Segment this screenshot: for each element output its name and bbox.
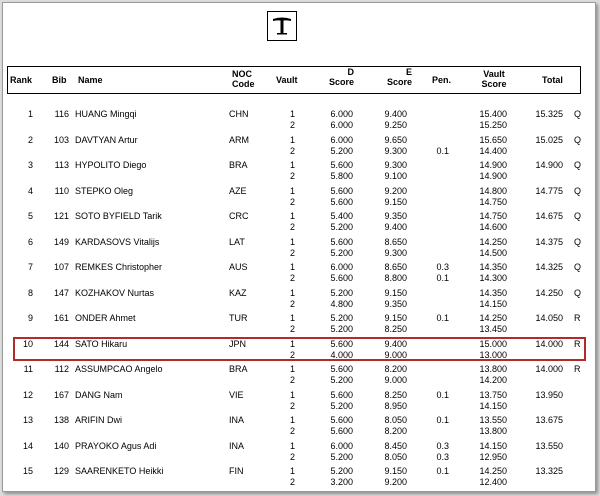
table-row <box>3 211 595 233</box>
table-row <box>3 390 595 412</box>
d-score-2: 5.800 <box>330 171 353 181</box>
d-score-2: 5.600 <box>330 426 353 436</box>
vault-number-2: 2 <box>289 196 295 207</box>
vault-number-1: 1 <box>289 466 295 476</box>
vault-number-1: 1 <box>289 160 295 170</box>
e-score-1: 8.650 <box>384 236 407 247</box>
total-score: 14.375 <box>535 236 563 247</box>
d-score-1: 6.000 <box>330 134 353 145</box>
vault-score-2: 14.400 <box>479 145 507 156</box>
d-score-2: 6.000 <box>330 120 353 130</box>
vault-score-1: 13.750 <box>479 389 507 400</box>
d-score-1: 5.600 <box>330 338 353 349</box>
table-row <box>3 364 595 386</box>
penalty-1: 0.1 <box>436 389 449 400</box>
vault-number-2: 2 <box>289 477 295 487</box>
vault-number-1: 1 <box>289 262 295 272</box>
vault-score-2: 14.150 <box>479 298 507 309</box>
d-score-2: 4.000 <box>330 349 353 360</box>
athlete-name: KOZHAKOV Nurtas <box>75 287 155 298</box>
d-score-1: 5.600 <box>330 415 353 425</box>
athlete-name: KARDASOVS Vitalijs <box>75 236 160 247</box>
d-score-2: 3.200 <box>330 477 353 487</box>
noc-code: INA <box>229 440 245 451</box>
vault-number-1: 1 <box>289 109 295 119</box>
vault-score-1: 15.000 <box>479 338 507 349</box>
table-row <box>3 313 595 335</box>
table-row <box>3 237 595 259</box>
e-score-2: 8.050 <box>384 451 407 462</box>
vault-score-1: 14.250 <box>479 466 507 476</box>
athlete-name: HUANG Mingqi <box>75 109 137 119</box>
e-score-2: 8.800 <box>384 273 407 283</box>
e-score-1: 8.050 <box>384 415 407 425</box>
vault-score-1: 14.250 <box>479 313 507 323</box>
d-score-2: 5.200 <box>330 451 353 462</box>
d-score-1: 6.000 <box>330 262 353 272</box>
rank: 7 <box>27 262 33 272</box>
rank: 1 <box>27 109 33 119</box>
vault-score-1: 14.350 <box>479 262 507 272</box>
vault-score-2: 14.750 <box>479 196 507 207</box>
vault-number-2: 2 <box>289 222 295 232</box>
bib: 129 <box>53 466 69 476</box>
bib: 107 <box>53 262 69 272</box>
total-score: 13.950 <box>535 389 563 400</box>
e-score-2: 9.350 <box>384 298 407 309</box>
rank: 11 <box>23 364 33 374</box>
e-score-2: 8.250 <box>384 324 407 334</box>
vault-number-1: 1 <box>289 389 295 400</box>
bib: 110 <box>54 185 69 196</box>
vault-number-1: 1 <box>289 185 295 196</box>
qualification-flag: R <box>574 338 581 349</box>
e-score-2: 9.300 <box>384 247 407 258</box>
d-score-2: 4.800 <box>330 298 353 309</box>
vault-score-2: 15.250 <box>479 120 507 130</box>
bib: 144 <box>53 338 69 349</box>
e-score-1: 9.400 <box>384 109 407 119</box>
d-score-1: 5.200 <box>330 466 353 476</box>
penalty-2: 0.3 <box>436 451 449 462</box>
penalty-1: 0.1 <box>436 466 449 476</box>
athlete-name: STEPKO Oleg <box>75 185 134 196</box>
total-score: 15.025 <box>535 134 563 145</box>
bib: 113 <box>54 160 69 170</box>
vault-number-1: 1 <box>289 313 295 323</box>
d-score-2: 5.200 <box>330 247 353 258</box>
vault-score-2: 13.450 <box>479 324 507 334</box>
vault-number-1: 1 <box>289 364 295 374</box>
vault-score-1: 14.150 <box>479 440 507 451</box>
e-score-1: 8.250 <box>384 389 407 400</box>
header-vault-score: Vault Score <box>481 69 507 89</box>
bib: 103 <box>53 134 69 145</box>
total-score: 14.050 <box>535 313 563 323</box>
e-score-1: 9.150 <box>384 466 407 476</box>
vault-number-2: 2 <box>289 145 295 156</box>
header-name: Name <box>78 75 103 85</box>
e-score-1: 8.650 <box>384 262 407 272</box>
rank: 10 <box>22 338 33 349</box>
vault-number-2: 2 <box>289 349 295 360</box>
noc-code: AUS <box>229 262 248 272</box>
noc-code: ARM <box>229 134 249 145</box>
athlete-name: SOTO BYFIELD Tarik <box>75 211 162 221</box>
d-score-1: 5.600 <box>330 160 353 170</box>
e-score-1: 9.400 <box>384 338 407 349</box>
results-sheet <box>2 2 596 492</box>
e-score-2: 8.200 <box>384 426 407 436</box>
vault-score-2: 14.300 <box>479 273 507 283</box>
rank: 14 <box>22 440 33 451</box>
vault-number-2: 2 <box>289 375 295 385</box>
vault-number-1: 1 <box>289 287 295 298</box>
total-score: 14.000 <box>535 338 563 349</box>
header-bib: Bib <box>52 75 67 85</box>
vault-score-1: 13.550 <box>479 415 507 425</box>
athlete-name: DANG Nam <box>75 389 123 400</box>
qualification-flag: Q <box>574 211 582 221</box>
vault-number-1: 1 <box>289 211 295 221</box>
e-score-1: 9.200 <box>384 185 407 196</box>
header-pen: Pen. <box>432 75 452 85</box>
header-d-score: D Score <box>328 67 354 87</box>
vault-number-1: 1 <box>289 415 295 425</box>
athlete-name: HYPOLITO Diego <box>75 160 147 170</box>
vault-score-2: 14.900 <box>479 171 507 181</box>
e-score-2: 9.250 <box>384 120 407 130</box>
vault-number-2: 2 <box>289 298 295 309</box>
total-score: 14.325 <box>535 262 563 272</box>
vault-score-1: 14.800 <box>479 185 507 196</box>
athlete-name: ASSUMPCAO Angelo <box>75 364 163 374</box>
d-score-2: 5.600 <box>330 273 353 283</box>
vault-score-2: 13.000 <box>479 349 507 360</box>
vault-number-2: 2 <box>289 324 295 334</box>
e-score-1: 9.350 <box>384 211 407 221</box>
d-score-1: 6.000 <box>330 109 353 119</box>
qualification-flag: R <box>574 364 581 374</box>
noc-code: TUR <box>229 313 248 323</box>
rank: 3 <box>27 160 33 170</box>
vault-score-2: 14.500 <box>479 247 507 258</box>
header-total: Total <box>542 75 563 85</box>
e-score-2: 8.950 <box>384 400 407 411</box>
total-score: 13.675 <box>535 415 563 425</box>
highlight-row-frame <box>13 337 586 361</box>
d-score-2: 5.200 <box>330 400 353 411</box>
total-score: 14.900 <box>535 160 563 170</box>
qualification-flag: R <box>574 313 581 323</box>
d-score-2: 5.200 <box>330 222 353 232</box>
penalty-1: 0.3 <box>436 262 449 272</box>
vault-number-2: 2 <box>289 273 295 283</box>
noc-code: VIE <box>229 389 244 400</box>
d-score-1: 6.000 <box>330 440 353 451</box>
noc-code: CRC <box>229 211 249 221</box>
penalty-2: 0.1 <box>436 273 449 283</box>
d-score-1: 5.400 <box>330 211 353 221</box>
rank: 5 <box>27 211 33 221</box>
table-row <box>3 160 595 182</box>
d-score-1: 5.600 <box>330 389 353 400</box>
penalty-1: 0.3 <box>436 440 449 451</box>
header-noc: NOC Code <box>232 69 255 89</box>
rank: 15 <box>22 466 33 476</box>
total-score: 15.325 <box>535 109 563 119</box>
vault-score-1: 14.250 <box>479 236 507 247</box>
e-score-1: 8.200 <box>384 364 407 374</box>
athlete-name: REMKES Christopher <box>75 262 163 272</box>
bib: 121 <box>53 211 69 221</box>
athlete-name: ONDER Ahmet <box>75 313 136 323</box>
table-row <box>3 262 595 284</box>
d-score-2: 5.200 <box>330 375 353 385</box>
e-score-1: 9.650 <box>384 134 407 145</box>
table-row <box>3 288 595 310</box>
qualification-flag: Q <box>574 109 582 119</box>
qualification-flag: Q <box>574 236 582 247</box>
noc-code: LAT <box>229 236 245 247</box>
total-score: 14.000 <box>535 364 563 374</box>
rank: 9 <box>27 313 33 323</box>
vault-number-2: 2 <box>289 120 295 130</box>
total-score: 14.775 <box>535 185 563 196</box>
bib: 149 <box>53 236 69 247</box>
table-row <box>3 466 595 488</box>
e-score-2: 9.300 <box>384 145 407 156</box>
penalty-1: 0.1 <box>436 313 449 323</box>
noc-code: JPN <box>229 338 247 349</box>
rank: 6 <box>27 236 33 247</box>
vault-score-2: 12.400 <box>479 477 507 487</box>
noc-code: INA <box>229 415 245 425</box>
total-score: 14.250 <box>535 287 563 298</box>
d-score-1: 5.600 <box>330 185 353 196</box>
e-score-2: 9.150 <box>384 196 407 207</box>
e-score-2: 9.100 <box>384 171 407 181</box>
d-score-2: 5.200 <box>330 145 353 156</box>
d-score-2: 5.200 <box>330 324 353 334</box>
vault-score-1: 15.650 <box>479 134 507 145</box>
qualification-flag: Q <box>574 134 582 145</box>
bib: 112 <box>54 364 69 374</box>
vault-score-2: 14.150 <box>479 400 507 411</box>
rank: 2 <box>27 134 33 145</box>
vault-score-2: 13.800 <box>479 426 507 436</box>
e-score-1: 9.150 <box>384 287 407 298</box>
vault-number-2: 2 <box>289 247 295 258</box>
vault-number-1: 1 <box>289 338 295 349</box>
vault-score-2: 14.600 <box>479 222 507 232</box>
rank: 4 <box>27 185 33 196</box>
vault-number-2: 2 <box>289 451 295 462</box>
tournament-logo-icon <box>267 11 297 41</box>
table-header <box>7 66 581 94</box>
d-score-1: 5.600 <box>330 364 353 374</box>
rank: 13 <box>22 415 33 425</box>
vault-score-1: 14.900 <box>479 160 507 170</box>
total-score: 13.325 <box>535 466 563 476</box>
e-score-2: 9.400 <box>384 222 407 232</box>
noc-code: KAZ <box>229 287 247 298</box>
table-row <box>3 415 595 437</box>
e-score-1: 8.450 <box>384 440 407 451</box>
d-score-1: 5.200 <box>330 287 353 298</box>
vault-number-2: 2 <box>289 426 295 436</box>
penalty-1: 0.1 <box>436 415 449 425</box>
bib: 116 <box>54 109 69 119</box>
vault-number-2: 2 <box>289 400 295 411</box>
rank: 8 <box>27 287 33 298</box>
vault-number-1: 1 <box>289 440 295 451</box>
vault-score-1: 13.800 <box>479 364 507 374</box>
athlete-name: DAVTYAN Artur <box>75 134 138 145</box>
vault-score-2: 14.200 <box>479 375 507 385</box>
bib: 138 <box>53 415 69 425</box>
athlete-name: PRAYOKO Agus Adi <box>75 440 157 451</box>
qualification-flag: Q <box>574 287 582 298</box>
header-e-score: E Score <box>386 67 412 87</box>
logo-glyph-icon <box>268 12 296 40</box>
e-score-2: 9.200 <box>384 477 407 487</box>
header-rank: Rank <box>10 75 33 85</box>
athlete-name: SAARENKETO Heikki <box>75 466 164 476</box>
noc-code: AZE <box>229 185 247 196</box>
qualification-flag: Q <box>574 160 582 170</box>
bib: 161 <box>53 313 69 323</box>
rank: 12 <box>22 389 33 400</box>
d-score-1: 5.600 <box>330 236 353 247</box>
noc-code: FIN <box>229 466 244 476</box>
table-row <box>3 135 595 157</box>
qualification-flag: Q <box>574 185 582 196</box>
table-row <box>3 441 595 463</box>
penalty-2: 0.1 <box>436 145 449 156</box>
d-score-1: 5.200 <box>330 313 353 323</box>
vault-number-1: 1 <box>289 236 295 247</box>
bib: 147 <box>53 287 69 298</box>
total-score: 14.675 <box>535 211 563 221</box>
noc-code: CHN <box>229 109 249 119</box>
e-score-2: 9.000 <box>384 349 407 360</box>
e-score-2: 9.000 <box>384 375 407 385</box>
bib: 167 <box>53 389 69 400</box>
vault-number-1: 1 <box>289 134 295 145</box>
bib: 140 <box>53 440 69 451</box>
table-row <box>3 109 595 131</box>
d-score-2: 5.600 <box>330 196 353 207</box>
noc-code: BRA <box>229 364 248 374</box>
athlete-name: ARIFIN Dwi <box>75 415 122 425</box>
table-row <box>3 186 595 208</box>
e-score-1: 9.300 <box>384 160 407 170</box>
vault-score-2: 12.950 <box>479 451 507 462</box>
header-vault: Vault <box>276 75 298 85</box>
vault-score-1: 15.400 <box>479 109 507 119</box>
total-score: 13.550 <box>535 440 563 451</box>
vault-number-2: 2 <box>289 171 295 181</box>
noc-code: BRA <box>229 160 248 170</box>
vault-score-1: 14.350 <box>479 287 507 298</box>
qualification-flag: Q <box>574 262 582 272</box>
e-score-1: 9.150 <box>384 313 407 323</box>
athlete-name: SATO Hikaru <box>75 338 128 349</box>
vault-score-1: 14.750 <box>479 211 507 221</box>
